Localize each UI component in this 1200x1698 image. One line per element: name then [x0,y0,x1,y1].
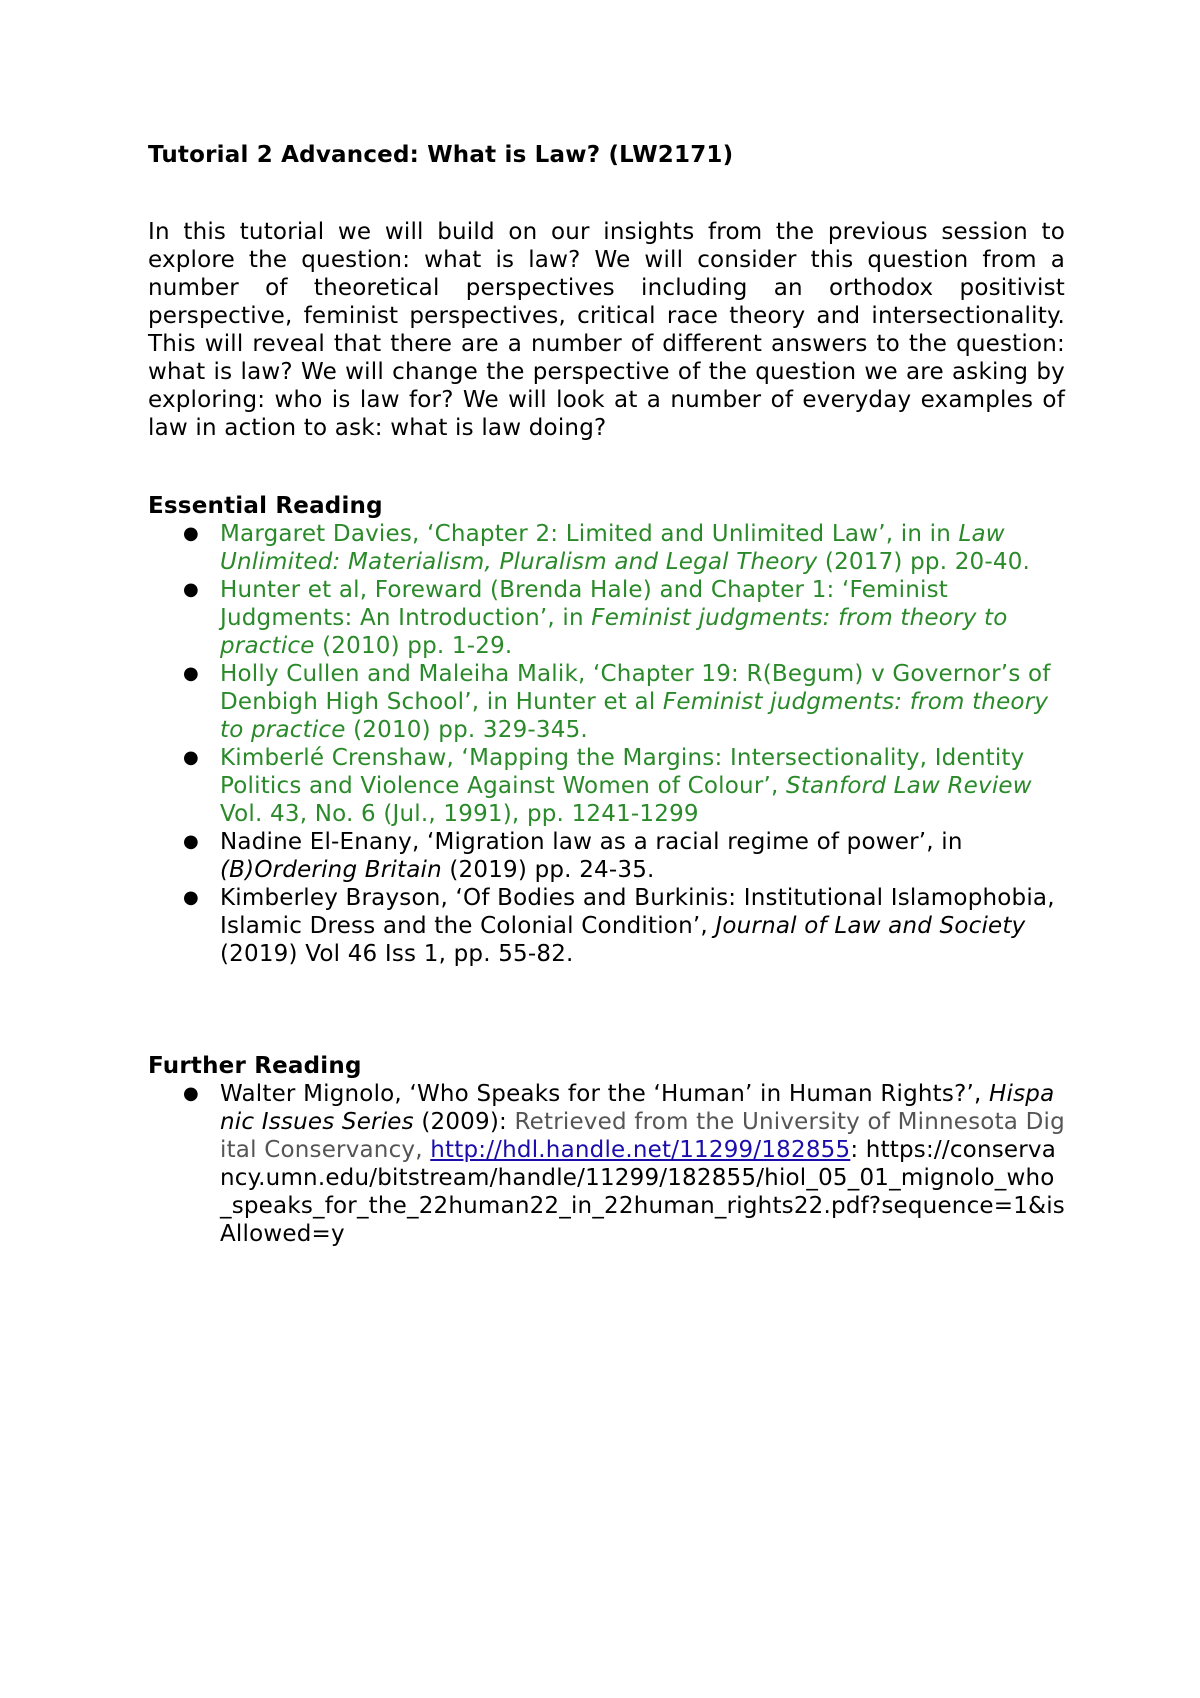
essential-reading-item: ● Holly Cullen and Maleiha Malik, ‘Chapter 19: R(Begum) v Governor’s of Denbigh High School’, in Hunter et al Feminist judgments: from theory to practice (2010) pp. 329-345. [183,661,1051,743]
pdf-url-text: https://conservancy.umn.edu/bitstream/handle/11299/182855/hiol_05_01_mignolo_who_speaks_for_the_22human22_in_22human_rights22.pdf?sequence=1&isAllowed=y [220,1137,1065,1247]
essential-reading-item: ● Hunter et al, Foreward (Brenda Hale) and Chapter 1: ‘Feminist Judgments: An Introduction’, in Feminist judgments: from theory to practice (2010) pp. 1-29. [183,577,1008,659]
bullet-icon: ● [183,831,199,852]
essential-reading-list [148,520,1065,968]
bullet-icon: ● [183,523,199,544]
essential-reading-item: ● Kimberley Brayson, ‘Of Bodies and Burkinis: Institutional Islamophobia, Islamic Dress and the Colonial Condition’, Journal of Law and Society (2019) Vol 46 Iss 1, pp. 55-82. [183,885,1055,967]
handle-link[interactable]: http://hdl.handle.net/11299/182855 [430,1137,851,1163]
further-reading-list [148,1080,1065,1248]
bullet-icon: ● [183,747,199,768]
bullet-icon: ● [183,1083,199,1104]
essential-reading-heading: Essential Reading [148,493,383,519]
bullet-icon: ● [183,887,199,908]
further-reading-item: ● Walter Mignolo, ‘Who Speaks for the ‘Human’ in Human Rights?’, Hispanic Issues Series (2009): Retrieved from the University of Minnesota Digital Conservancy, http://hdl.handle.net/11299/182855: https://conservancy.umn.edu/bitstream/handle/11299/182855/hiol_05_01_mignolo_who_speaks_for_the_22human22_in_22human_rights22.pdf?sequence=1&isAllowed=y [183,1081,1065,1247]
bullet-icon: ● [183,663,199,684]
essential-reading-item: ● Nadine El-Enany, ‘Migration law as a racial regime of power’, in (B)Ordering Britain (2019) pp. 24-35. [183,829,963,883]
intro-paragraph: In this tutorial we will build on our insights from the previous session to explore the question: what is law? We will consider this question from a number of theoretical perspectives including an orthodox positivist perspective, feminist perspectives, critical race theory and intersectionality. This will reveal that there are a number of different answers to the question: what is law? We will change the perspective of the question we are asking by exploring: who is law for? We will look at a number of everyday examples of law in action to ask: what is law doing? [148,219,1065,441]
essential-reading-item: ● Margaret Davies, ‘Chapter 2: Limited and Unlimited Law’, in in Law Unlimited: Materialism, Pluralism and Legal Theory (2017) pp. 20-40. [183,521,1031,575]
bullet-icon: ● [183,579,199,600]
document-title: Tutorial 2 Advanced: What is Law? (LW2171) [148,142,734,168]
essential-reading-item: ● Kimberlé Crenshaw, ‘Mapping the Margins: Intersectionality, Identity Politics and Violence Against Women of Colour’, Stanford Law Review Vol. 43, No. 6 (Jul., 1991), pp. 1241-1299 [183,745,1032,827]
further-reading-heading: Further Reading [148,1053,362,1079]
